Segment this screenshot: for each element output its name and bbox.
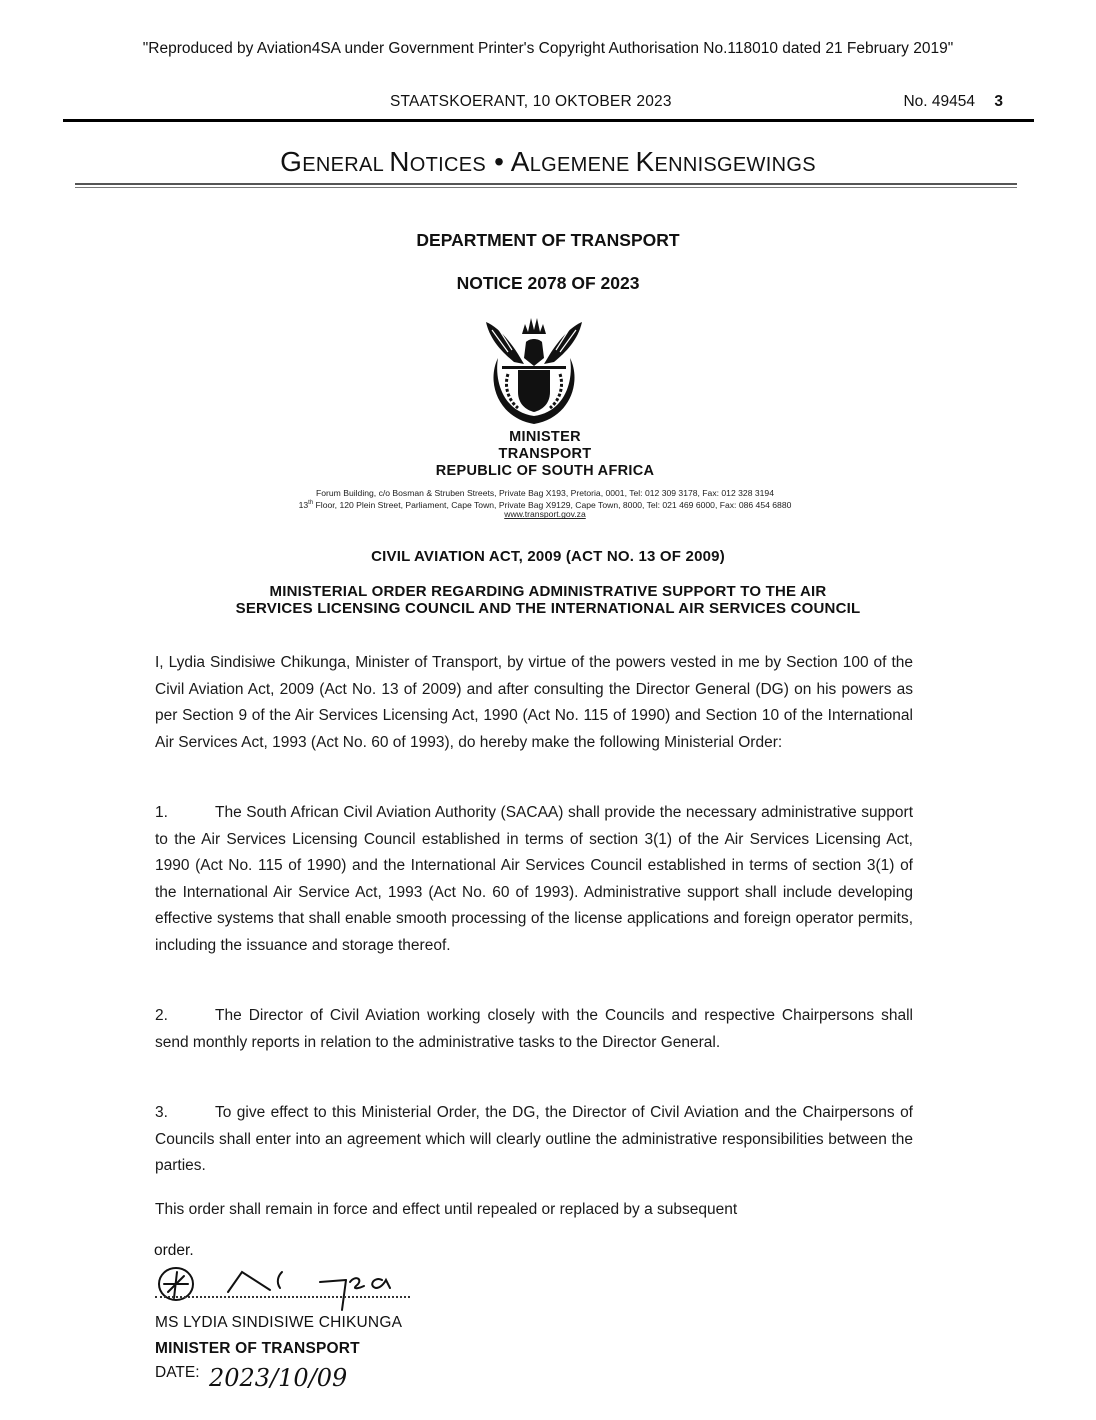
order-title: MINISTERIAL ORDER REGARDING ADMINISTRATIVE SUPPORT TO THE AIR SERVICES LICENSING COUNCIL AND THE INTERNATIONAL AIR SERVICES COUNCIL <box>235 583 861 617</box>
item-text: The Director of Civil Aviation working closely with the Councils and respective Chairpersons shall send monthly reports in relation to the administrative tasks to the Director General. <box>155 1007 913 1051</box>
item-text: To give effect to this Ministerial Order, the DG, the Director of Civil Aviation and the Chairpersons of Councils shall enter into an agreement which will clearly outline the administrative responsibilities between the parties. <box>155 1104 913 1174</box>
section-double-rule <box>75 183 1017 188</box>
date-label: DATE: <box>155 1364 200 1381</box>
letterhead-transport: TRANSPORT <box>498 446 592 462</box>
gazette-issue-number: No. 49454 <box>903 93 975 110</box>
order-item <box>155 1100 913 1180</box>
item-number: 2. <box>155 1007 168 1024</box>
handwritten-date <box>207 1356 387 1404</box>
letterhead-title <box>0 429 1090 480</box>
department-heading: DEPARTMENT OF TRANSPORT <box>416 230 680 250</box>
item-text: The South African Civil Aviation Authority (SACAA) shall provide the necessary administrative support to the Air Services Licensing Council established in terms of section 3(1) of the Air Services Licensing Act, 1990 (Act No. 115 of 1990) and the International Air Services Council established in terms of section 3(1) of the International Air Service Act, 1993 (Act No. 60 of 1993). Administrative support shall include developing effective systems that shall enable smooth processing of the license applications and foreign operator permits, including the issuance and storage thereof. <box>155 804 913 954</box>
address-cape-town: 13th Floor, 120 Plein Street, Parliament, Cape Town, Private Bag X9129, Cape Town, 8000, Tel: 021 469 6000, Fax: 086 454 6880 <box>298 499 792 510</box>
running-header <box>63 93 1033 113</box>
section-title: GENERAL NOTICES • ALGEMENE KENNISGEWINGS <box>280 146 816 177</box>
page-number: 3 <box>994 93 1003 110</box>
closing-paragraph-end: order. <box>154 1242 194 1259</box>
signatory-name: MS LYDIA SINDISIWE CHIKUNGA <box>155 1314 403 1331</box>
signature-date <box>155 1364 348 1392</box>
gazette-name-date: STAATSKOERANT, 10 OKTOBER 2023 <box>390 93 672 110</box>
closing-paragraph: This order shall remain in force and effect until repealed or replaced by a subsequent <box>155 1201 738 1218</box>
handwritten-signature-icon <box>150 1252 420 1312</box>
notice-number: NOTICE 2078 OF 2023 <box>456 273 640 293</box>
item-number: 3. <box>155 1104 168 1121</box>
handwritten-date-text: 2023/10/09 <box>209 1364 348 1392</box>
reproduction-notice: "Reproduced by Aviation4SA under Government Printer's Copyright Authorisation No.118010 dated 21 February 2019" <box>142 40 954 57</box>
signature-line <box>155 1296 410 1298</box>
item-number: 1. <box>155 804 168 821</box>
act-title: CIVIL AVIATION ACT, 2009 (ACT NO. 13 OF 2009) <box>371 548 725 565</box>
order-item <box>155 1003 913 1056</box>
letterhead-republic: REPUBLIC OF SOUTH AFRICA <box>435 463 655 479</box>
letterhead-minister: MINISTER <box>509 429 581 445</box>
signatory-title: MINISTER OF TRANSPORT <box>155 1340 360 1357</box>
address-pretoria: Forum Building, c/o Bosman & Struben Streets, Private Bag X193, Pretoria, 0001, Tel: 012 309 3178, Fax: 012 328 3194 <box>316 488 774 498</box>
website-link[interactable]: www.transport.gov.za <box>504 509 586 520</box>
order-item <box>155 800 913 959</box>
header-rule <box>63 119 1034 122</box>
letterhead-address <box>0 489 1090 520</box>
intro-paragraph: I, Lydia Sindisiwe Chikunga, Minister of Transport, by virtue of the powers vested in me by Section 100 of the Civil Aviation Act, 2009 (Act No. 13 of 2009) and after consulting the Director General (DG) on his powers as per Section 9 of the Air Services Licensing Act, 1990 (Act No. 115 of 1990) and Section 10 of the International Air Services Act, 1993 (Act No. 60 of 1993), do hereby make the following Ministerial Order: <box>155 654 913 751</box>
south-africa-coat-of-arms-icon <box>478 312 590 430</box>
